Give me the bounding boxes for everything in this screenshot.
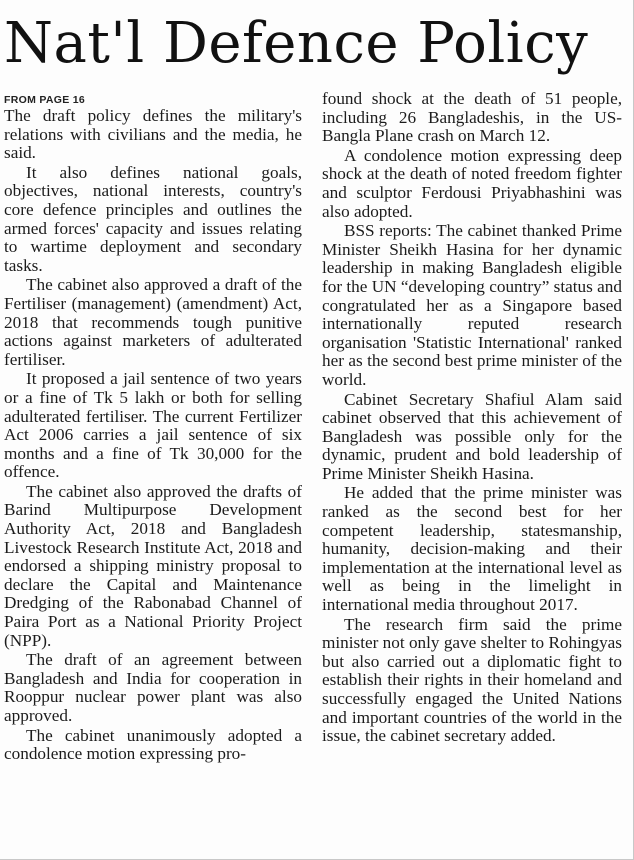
paragraph: The cabinet also approved a draft of the Fertiliser (management) (amendment) Act, 2018 that recommends tough punitive actions against marketers of adulterated fertiliser. — [4, 275, 302, 369]
jump-line: FROM PAGE 16 — [4, 94, 86, 106]
paragraph: Cabinet Secretary Shafiul Alam said cabinet observed that this achievement of Bangladesh was possible only for the dynamic, prudent and bold leadership of Prime Minister Sheikh Hasina. — [322, 389, 622, 483]
paragraph: The research firm said the prime minister not only gave shelter to Rohingyas but also carried out a diplomatic fight to establish their rights in their homeland and successfully engaged the United Nations and important countries of the world in the issue, the cabinet secretary added. — [322, 614, 622, 746]
paragraph: The cabinet unanimously adopted a condolence motion expressing pro- — [4, 725, 302, 764]
paragraph: The draft of an agreement between Bangladesh and India for cooperation in Rooppur nuclear power plant was also approved. — [4, 650, 302, 725]
paragraph: found shock at the death of 51 people, including 26 Bangladeshis, in the US-Bangla Plane crash on March 12. — [322, 89, 622, 146]
headline: Nat'l Defence Policy — [4, 11, 589, 76]
paragraph: It also defines national goals, objectives, national interests, country's core defence principles and outlines the armed forces' capacity and issues relating to wartime deployment and secondary tasks. — [4, 162, 302, 275]
paragraph: He added that the prime minister was ranked as the second best for her competent leadership, statesmanship, humanity, decision-making and their implementation at the international level as well as being in the limelight in international media throughout 2017. — [322, 483, 622, 615]
paragraph: It proposed a jail sentence of two years or a fine of Tk 5 lakh or both for selling adulterated fertiliser. The current Fertilizer Act 2006 carries a jail sentence of six months and a fine of Tk 30,000 for the offence. — [4, 369, 302, 482]
paragraph: The draft policy defines the military's relations with civilians and the media, he said. — [4, 106, 302, 163]
left-column — [4, 90, 302, 765]
right-column — [322, 90, 622, 747]
paragraph: BSS reports: The cabinet thanked Prime Minister Sheikh Hasina for her dynamic leadership in making Bangladesh eligible for the UN “developing country” status and congratulated her as a Singapore based internationally reputed research organisation 'Statistic International' ranked her as the second best prime minister of the world. — [322, 221, 622, 389]
paragraph: A condolence motion expressing deep shock at the death of noted freedom fighter and sculptor Ferdousi Priyabhashini was also adopted. — [322, 145, 622, 221]
paragraph: The cabinet also approved the drafts of Barind Multipurpose Development Authority Act, 2018 and Bangladesh Livestock Research Institute Act, 2018 and endorsed a shipping ministry proposal to declare the Capital and Maintenance Dredging of the Rabonabad Channel of Paira Port as a National Priority Project (NPP). — [4, 481, 302, 650]
